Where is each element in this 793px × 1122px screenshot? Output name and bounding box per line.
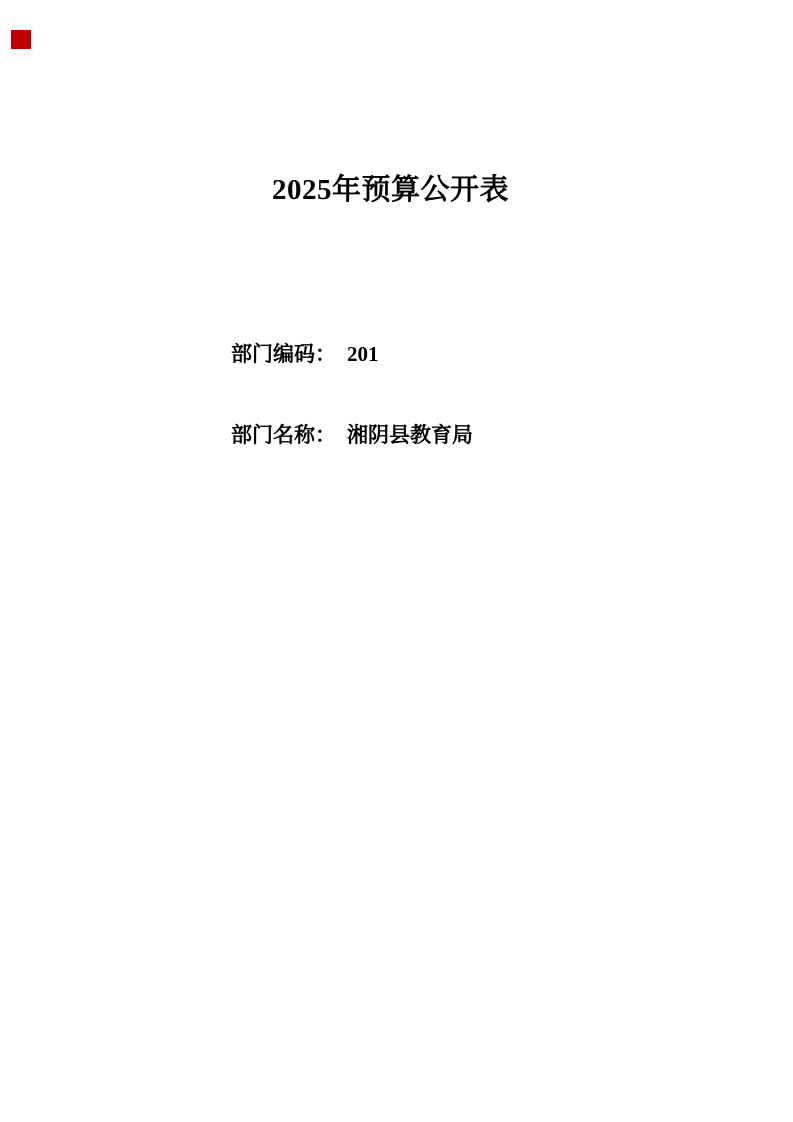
department-name-value: 湘阴县教育局 — [347, 423, 473, 447]
field-row-department-code — [231, 342, 379, 366]
document-title: 2025年预算公开表 — [272, 174, 510, 206]
red-square-marker — [11, 30, 31, 49]
department-code-value: 201 — [347, 342, 379, 366]
field-row-department-name — [231, 423, 473, 447]
department-code-label: 部门编码： — [231, 342, 336, 366]
department-name-label: 部门名称： — [231, 423, 336, 447]
